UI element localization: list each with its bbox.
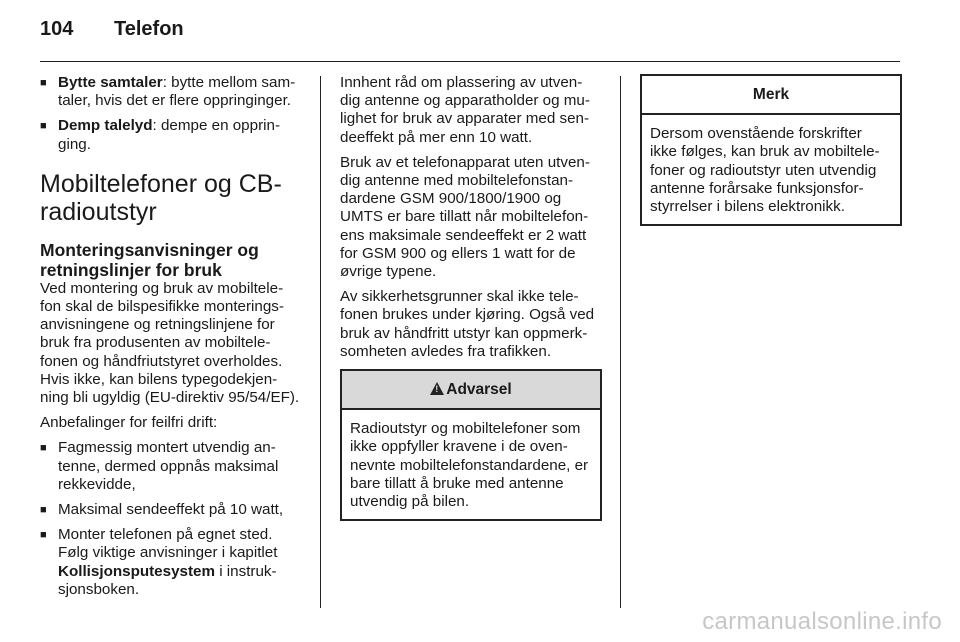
list-item [40,117,302,153]
note-box [640,74,902,226]
section-subtitle: Monteringsanvisninger og retningslinjer for bruk [40,239,259,280]
recommendation-list [40,439,302,599]
column-middle [340,74,602,521]
warning-triangle-icon [430,382,444,395]
warning-header [342,371,600,410]
section-title: Mobiltelefoner og CB-radioutstyr [40,169,282,226]
list-item-term: Demp talelyd [58,117,153,135]
page-header [40,18,184,41]
list-item-text: i instruk-sjonsboken. [58,562,277,598]
list-item: ■ Maksimal sendeeffekt på 10 watt, [40,501,302,519]
header-rule [40,61,900,62]
list-item-text: : bytte mellom sam-taler, hvis det er flere oppringinger. [58,74,296,110]
chapter-title: Telefon [114,18,184,40]
column-right [640,74,902,226]
list-item [40,74,302,110]
column-left [40,74,302,606]
list-item-term: Bytte samtaler [58,74,163,91]
chapter-reference: Kollisjonsputesystem [58,562,215,580]
column-divider [320,76,321,608]
paragraph: Bruk av et telefonapparat uten utven-dig antenne med mobiltelefonstan-dardene GSM 900/1800/1900 og UMTS er bare tillatt når mobiltelefon-ens maksimale sendeeffekt er 2 watt for GSM 900 og ellers 1 watt for de øvrige typene. [340,153,590,281]
paragraph: Innhent råd om plassering av utven-dig antenne og apparatholder og mu-lighet for bruk av apparater med sen-deeffekt på mer enn 10 watt. [340,74,590,146]
list-item-text: Monter telefonen på egnet sted. Følg viktige anvisninger i kapitlet [58,526,278,562]
list-item [40,526,302,599]
list-item-text: : dempe en opprin-ging. [58,117,281,153]
paragraph: Av sikkerhetsgrunner skal ikke tele-fonen brukes under kjøring. Også ved bruk av håndfritt utstyr kan oppmerk-somheten avledes fra trafikken. [340,288,595,360]
warning-box [340,369,602,521]
warning-title: Advarsel [446,381,512,399]
column-divider [620,76,621,608]
note-title: Merk [642,76,900,115]
note-body: Dersom ovenstående forskrifter ikke følges, kan bruk av mobiltele-foner og radioutstyr uten utvendig antenne forårsake funksjonsfor-styrrelser i bilens elektronikk. [650,125,880,216]
list-item: ■ Fagmessig montert utvendig an-tenne, dermed oppnås maksimal rekkevidde, [40,439,302,494]
page-number: 104 [40,18,74,40]
warning-body: Radioutstyr og mobiltelefoner som ikke oppfyller kravene i de oven-nevnte mobiltelefonstandardene, er bare tillatt å bruke med antenne utvendig på bilen. [350,420,589,511]
paragraph: Ved montering og bruk av mobiltele-fon skal de bilspesifikke monterings-anvisningene og retningslinjene for bruk fra produsenten av mobiltele-fonen og håndfriutstyret overholdes. Hvis ikke, kan bilens typegodekjen-ning bli ugyldig (EU-direktiv 95/54/EF). [40,279,300,407]
watermark: carmanualsonline.info [702,608,942,635]
paragraph: Anbefalinger for feilfri drift: [40,414,218,432]
